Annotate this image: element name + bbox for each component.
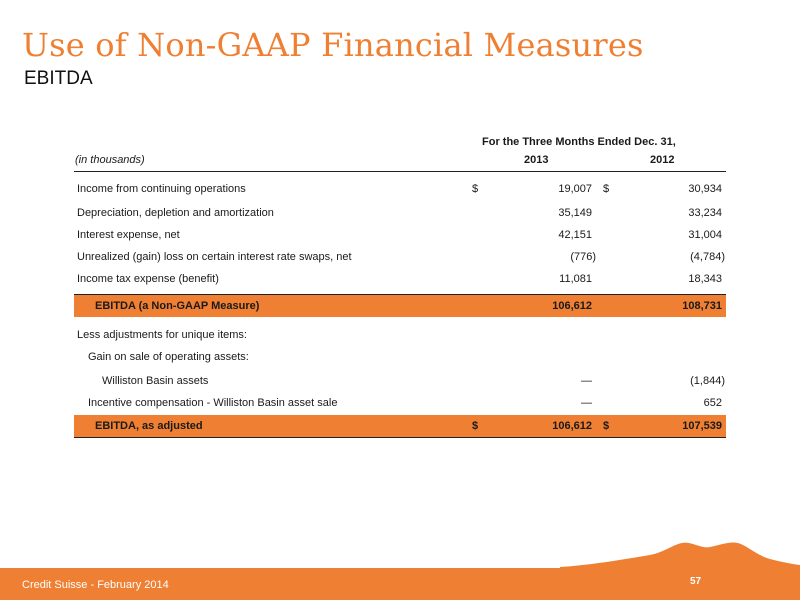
ebitda-value-2013: 106,612 (552, 300, 592, 312)
table-row (74, 367, 726, 389)
adjusted-label: EBITDA, as adjusted (95, 420, 203, 432)
value-2012: 652 (703, 397, 722, 409)
slide-subtitle: EBITDA (24, 68, 93, 89)
row-label: Interest expense, net (77, 229, 180, 241)
value-2013: — (581, 397, 592, 409)
slide-title: Use of Non-GAAP Financial Measures (22, 26, 644, 64)
value-2013: — (581, 375, 592, 387)
gain-heading: Gain on sale of operating assets: (88, 351, 249, 363)
gain-heading-row (74, 345, 726, 367)
row-label: Income from continuing operations (77, 183, 246, 195)
value-2013: 35,149 (558, 207, 592, 219)
mountain-graphic (560, 527, 800, 569)
value-2012: 31,004 (688, 229, 722, 241)
year-header-row (74, 152, 726, 172)
table-row (74, 172, 726, 198)
period-header: For the Three Months Ended Dec. 31, (482, 136, 676, 148)
table-row (74, 202, 726, 224)
table-row (74, 268, 726, 290)
row-label: Unrealized (gain) loss on certain interest rate swaps, net (77, 251, 352, 263)
adjusted-value-2012: 107,539 (682, 420, 722, 432)
table-row (74, 224, 726, 246)
value-2013: 42,151 (558, 229, 592, 241)
value-2013: 19,007 (558, 183, 592, 195)
adjusted-total-row (74, 415, 726, 438)
units-label: (in thousands) (75, 154, 145, 166)
adjustments-heading-row (74, 321, 726, 345)
page-number: 57 (690, 576, 702, 587)
table-row (74, 246, 726, 268)
adjustments-heading: Less adjustments for unique items: (77, 329, 247, 341)
currency-symbol: $ (603, 420, 610, 432)
ebitda-value-2012: 108,731 (682, 300, 722, 312)
value-2012: 18,343 (688, 273, 722, 285)
currency-symbol: $ (472, 183, 479, 195)
row-label: Williston Basin assets (102, 375, 209, 387)
value-2013: (776) (570, 251, 596, 263)
year-2013-header: 2013 (524, 154, 549, 166)
table-row (74, 389, 726, 411)
value-2013: 11,081 (559, 273, 592, 285)
ebitda-label: EBITDA (a Non-GAAP Measure) (95, 300, 260, 312)
value-2012: 33,234 (688, 207, 722, 219)
footer-text: Credit Suisse - February 2014 (22, 579, 169, 591)
adjusted-value-2013: 106,612 (552, 420, 592, 432)
row-label: Incentive compensation - Williston Basin asset sale (88, 397, 338, 409)
currency-symbol: $ (603, 183, 610, 195)
value-2012: (4,784) (690, 251, 725, 263)
row-label: Income tax expense (benefit) (77, 273, 219, 285)
ebitda-total-row (74, 294, 726, 317)
ebitda-table (74, 130, 726, 438)
year-2012-header: 2012 (650, 154, 675, 166)
value-2012: 30,934 (688, 183, 722, 195)
value-2012: (1,844) (690, 375, 725, 387)
currency-symbol: $ (472, 420, 479, 432)
period-header-row (74, 130, 726, 152)
row-label: Depreciation, depletion and amortization (77, 207, 274, 219)
